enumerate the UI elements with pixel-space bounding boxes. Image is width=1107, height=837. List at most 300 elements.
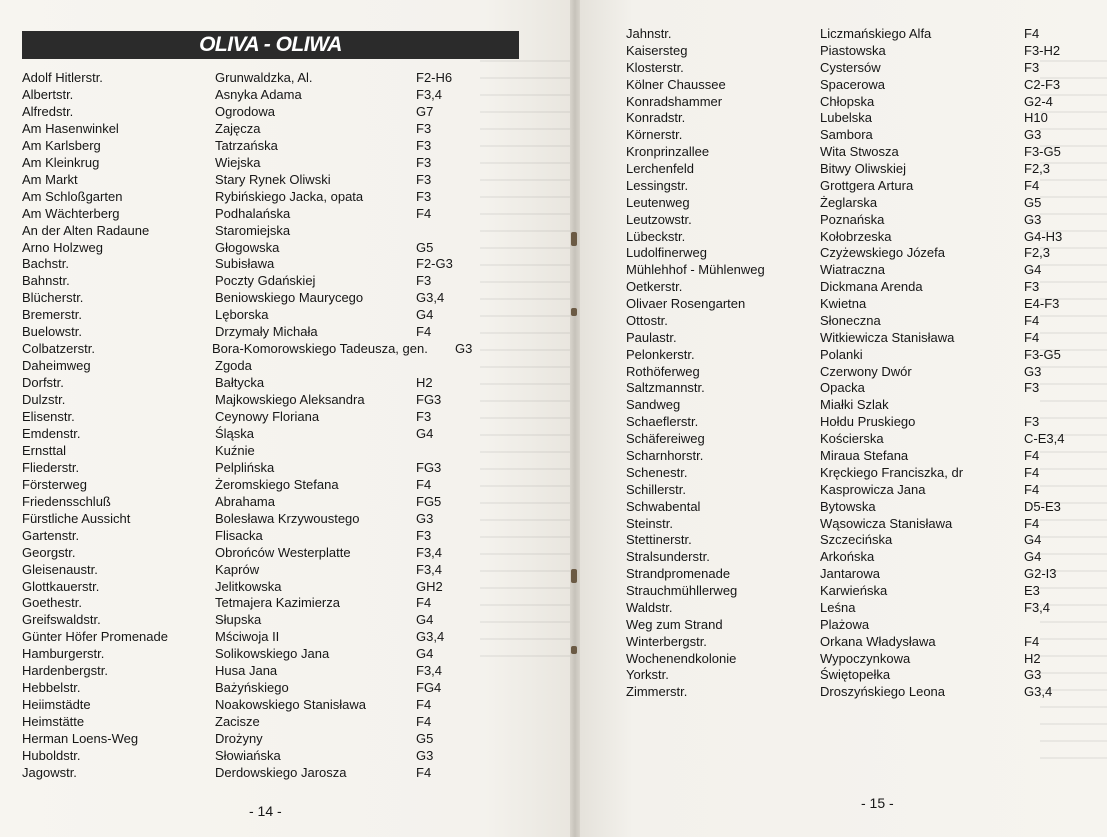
polish-street-name: Husa Jana — [215, 663, 278, 679]
german-street-name: Hebbelstr. — [22, 680, 81, 696]
street-row — [0, 120, 570, 137]
german-street-name: Strandpromenade — [626, 566, 731, 582]
map-grid-reference: G3,4 — [1024, 684, 1053, 700]
map-grid-reference: G4 — [1024, 549, 1042, 565]
map-grid-reference: F3 — [416, 188, 432, 204]
street-row — [580, 42, 1107, 59]
german-street-name: Rothöferweg — [626, 363, 700, 379]
polish-street-name: Głogowska — [215, 239, 280, 255]
map-grid-reference: F3 — [416, 137, 432, 153]
map-grid-reference: G3 — [416, 510, 434, 526]
street-row — [0, 222, 570, 239]
polish-street-name: Wąsowicza Stanisława — [820, 515, 953, 531]
street-row — [0, 611, 570, 628]
street-row — [580, 109, 1107, 126]
street-row — [580, 379, 1107, 396]
street-row — [580, 363, 1107, 380]
map-grid-reference: F2-H6 — [416, 70, 453, 85]
polish-street-name: Podhalańska — [215, 205, 291, 221]
german-street-name: Gartenstr. — [22, 527, 80, 543]
street-row — [0, 289, 570, 306]
street-row — [580, 59, 1107, 76]
street-row — [0, 103, 570, 120]
polish-street-name: Kaprów — [215, 561, 260, 577]
german-street-name: Waldstr. — [626, 599, 673, 615]
polish-street-name: Rybińskiego Jacka, opata — [215, 188, 364, 204]
street-row — [580, 650, 1107, 667]
map-grid-reference: G2-I3 — [1024, 566, 1057, 582]
polish-street-name: Beniowskiego Maurycego — [215, 290, 364, 306]
map-grid-reference: G2-4 — [1024, 93, 1053, 109]
german-street-name: Goethestr. — [22, 595, 82, 611]
polish-street-name: Grottgera Artura — [820, 177, 914, 193]
polish-street-name: Poczty Gdańskiej — [215, 273, 316, 289]
street-row — [0, 137, 570, 154]
street-row — [0, 764, 570, 781]
map-grid-reference: G4 — [1024, 532, 1042, 548]
german-street-name: Mühlehhof - Mühlenweg — [626, 262, 765, 278]
german-street-name: Am Kleinkrug — [22, 154, 100, 170]
polish-street-name: Miałki Szlak — [820, 397, 889, 413]
polish-street-name: Liczmańskiego Alfa — [820, 26, 932, 41]
street-row — [0, 578, 570, 595]
polish-street-name: Grunwaldzka, Al. — [215, 70, 313, 85]
polish-street-name: Słoneczna — [820, 312, 881, 328]
staple-bottom — [571, 569, 577, 583]
street-row — [0, 86, 570, 103]
street-row — [0, 594, 570, 611]
map-grid-reference: F4 — [1024, 312, 1040, 328]
map-grid-reference: G4 — [416, 307, 434, 323]
map-grid-reference: G4 — [416, 612, 434, 628]
german-street-name: Lerchenfeld — [626, 161, 694, 177]
german-street-name: Albertstr. — [22, 86, 74, 102]
polish-street-name: Polanki — [820, 346, 863, 362]
street-row — [580, 633, 1107, 650]
street-row — [0, 69, 570, 86]
map-grid-reference: F3 — [416, 120, 432, 136]
map-grid-reference: F3 — [416, 409, 432, 424]
german-street-name: Blücherstr. — [22, 290, 84, 306]
section-title: OLIVA - OLIWA — [199, 33, 342, 56]
map-grid-reference: F3 — [1024, 279, 1040, 295]
map-grid-reference: F3 — [416, 273, 432, 289]
polish-street-name: Zacisze — [215, 714, 260, 730]
map-grid-reference: F3-G5 — [1024, 346, 1061, 362]
map-grid-reference: F3 — [416, 527, 432, 543]
map-grid-reference: D5-E3 — [1024, 498, 1061, 514]
german-street-name: Körnerstr. — [626, 127, 683, 143]
german-street-name: Wochenendkolonie — [626, 650, 737, 666]
polish-street-name: Leśna — [820, 599, 856, 615]
german-street-name: Klosterstr. — [626, 59, 684, 75]
german-street-name: Am Wächterberg — [22, 205, 120, 221]
german-street-name: Konradshammer — [626, 93, 723, 109]
polish-street-name: Cystersów — [820, 59, 881, 75]
polish-street-name: Kasprowicza Jana — [820, 481, 926, 497]
street-row — [0, 527, 570, 544]
german-street-name: Hamburgerstr. — [22, 646, 105, 662]
right-page — [580, 0, 1107, 837]
street-row — [0, 459, 570, 476]
polish-street-name: Zgoda — [215, 358, 252, 374]
map-grid-reference: C2-F3 — [1024, 76, 1061, 92]
polish-street-name: Bałtycka — [215, 375, 265, 391]
german-street-name: Bremerstr. — [22, 307, 82, 323]
german-street-name: Leutenweg — [626, 194, 690, 210]
german-street-name: Alfredstr. — [22, 103, 74, 119]
polish-street-name: Słowiańska — [215, 748, 281, 763]
german-street-name: Günter Höfer Promenade — [22, 629, 168, 645]
german-street-name: Stettinerstr. — [626, 532, 692, 548]
street-row — [580, 515, 1107, 532]
street-row — [580, 430, 1107, 447]
right-page-number: - 15 - — [861, 795, 894, 811]
map-grid-reference: F2,3 — [1024, 245, 1051, 261]
german-street-name: Kaisersteg — [626, 42, 688, 58]
german-street-name: Fliederstr. — [22, 459, 80, 475]
german-street-name: Gleisenaustr. — [22, 561, 98, 577]
street-row — [0, 239, 570, 256]
street-row — [0, 306, 570, 323]
polish-street-name: Ogrodowa — [215, 103, 275, 119]
map-grid-reference: G4-H3 — [1024, 228, 1063, 244]
street-row — [580, 312, 1107, 329]
staple-top — [571, 232, 577, 246]
polish-street-name: Miraua Stefana — [820, 448, 909, 463]
german-street-name: Arno Holzweg — [22, 239, 103, 255]
map-grid-reference: G5 — [416, 731, 434, 747]
street-row — [580, 228, 1107, 245]
street-row — [0, 493, 570, 510]
map-grid-reference: F4 — [1024, 515, 1040, 531]
german-street-name: Ernsttal — [22, 442, 67, 458]
polish-street-name: Lęborska — [215, 307, 269, 323]
map-grid-reference: FG4 — [416, 680, 442, 696]
map-grid-reference: H10 — [1024, 110, 1048, 126]
map-grid-reference: G3 — [1024, 127, 1042, 143]
german-street-name: Bahnstr. — [22, 273, 70, 289]
map-grid-reference: G3 — [416, 748, 434, 763]
staple-mark-lower — [571, 646, 577, 654]
street-row — [0, 476, 570, 493]
german-street-name: Försterweg — [22, 476, 88, 492]
german-street-name: Am Hasenwinkel — [22, 120, 119, 136]
polish-street-name: Bitwy Oliwskiej — [820, 161, 906, 177]
street-row — [580, 447, 1107, 464]
street-row — [580, 177, 1107, 194]
german-street-name: Bachstr. — [22, 256, 69, 272]
street-row — [0, 374, 570, 391]
german-street-name: Hardenbergstr. — [22, 663, 108, 679]
polish-street-name: Bora-Komorowskiego Tadeusza, gen. — [212, 341, 428, 357]
german-street-name: Heimstätte — [22, 714, 85, 730]
street-row — [580, 498, 1107, 515]
polish-street-name: Tetmajera Kazimierza — [215, 595, 340, 611]
map-grid-reference: F4 — [416, 476, 432, 492]
german-street-name: Schäfereiweg — [626, 431, 705, 447]
map-grid-reference: F3,4 — [416, 561, 443, 577]
street-row — [0, 391, 570, 408]
street-row — [580, 599, 1107, 616]
street-row — [0, 561, 570, 578]
polish-street-name: Abrahama — [215, 493, 275, 509]
map-grid-reference: F3-G5 — [1024, 144, 1061, 160]
map-grid-reference: G3,4 — [416, 290, 445, 306]
street-row — [0, 357, 570, 374]
german-street-name: Buelowstr. — [22, 324, 82, 340]
german-street-name: An der Alten Radaune — [22, 222, 150, 238]
polish-street-name: Wita Stwosza — [820, 144, 899, 160]
polish-street-name: Kręckiego Franciszka, dr — [820, 464, 964, 480]
german-street-name: Heiimstädte — [22, 697, 91, 713]
german-street-name: Winterbergstr. — [626, 633, 707, 649]
polish-street-name: Kołobrzeska — [820, 228, 892, 244]
german-street-name: Dulzstr. — [22, 392, 66, 408]
street-row — [580, 244, 1107, 261]
polish-street-name: Pelplińska — [215, 459, 275, 475]
street-row — [0, 713, 570, 730]
map-grid-reference: F3,4 — [416, 86, 443, 102]
polish-street-name: Szczecińska — [820, 532, 893, 548]
polish-street-name: Bytowska — [820, 498, 876, 514]
map-grid-reference: FG5 — [416, 493, 442, 509]
polish-street-name: Wiejska — [215, 154, 261, 170]
german-street-name: Scharnhorstr. — [626, 448, 704, 463]
map-grid-reference: F4 — [416, 324, 432, 340]
german-street-name: Leutzowstr. — [626, 211, 692, 227]
street-row — [580, 295, 1107, 312]
polish-street-name: Solikowskiego Jana — [215, 646, 330, 662]
german-street-name: Saltzmannstr. — [626, 380, 705, 396]
german-street-name: Ludolfinerweg — [626, 245, 707, 261]
german-street-name: Yorkstr. — [626, 667, 669, 683]
polish-street-name: Wypoczynkowa — [820, 650, 911, 666]
german-street-name: Olivaer Rosengarten — [626, 296, 746, 312]
polish-street-name: Czerwony Dwór — [820, 363, 912, 379]
german-street-name: Emdenstr. — [22, 425, 81, 441]
street-row — [0, 340, 570, 357]
map-grid-reference: F2,3 — [1024, 161, 1051, 177]
polish-street-name: Asnyka Adama — [215, 86, 302, 102]
map-grid-reference: F4 — [1024, 177, 1040, 193]
section-title-bar — [22, 31, 519, 59]
map-grid-reference: F4 — [1024, 26, 1040, 41]
street-row — [580, 160, 1107, 177]
map-grid-reference: F3 — [416, 154, 432, 170]
map-grid-reference: E4-F3 — [1024, 296, 1060, 312]
street-row — [580, 261, 1107, 278]
polish-street-name: Dickmana Arenda — [820, 279, 923, 295]
german-street-name: Sandweg — [626, 397, 681, 413]
german-street-name: Zimmerstr. — [626, 684, 688, 700]
polish-street-name: Kościerska — [820, 431, 884, 447]
street-row — [0, 323, 570, 340]
map-grid-reference: FG3 — [416, 392, 442, 408]
street-row — [580, 396, 1107, 413]
german-street-name: Lübeckstr. — [626, 228, 686, 244]
street-row — [580, 565, 1107, 582]
german-street-name: Pelonkerstr. — [626, 346, 695, 362]
street-row — [580, 582, 1107, 599]
map-grid-reference: H2 — [1024, 650, 1041, 666]
german-street-name: Schwabental — [626, 498, 701, 514]
german-street-name: Konradstr. — [626, 110, 686, 126]
street-row — [0, 747, 570, 764]
street-row — [580, 126, 1107, 143]
polish-street-name: Majkowskiego Aleksandra — [215, 392, 365, 408]
map-grid-reference: G3 — [1024, 211, 1042, 227]
polish-street-name: Kwietna — [820, 296, 867, 312]
map-grid-reference: F2-G3 — [416, 256, 453, 272]
polish-street-name: Słupska — [215, 612, 262, 628]
map-grid-reference: F4 — [1024, 464, 1040, 480]
polish-street-name: Kuźnie — [215, 442, 255, 458]
street-row — [0, 425, 570, 442]
street-row — [0, 442, 570, 459]
polish-street-name: Świętopełka — [820, 667, 891, 683]
polish-street-name: Noakowskiego Stanisława — [215, 697, 367, 713]
map-grid-reference: F3-H2 — [1024, 42, 1061, 58]
map-grid-reference: F3 — [1024, 414, 1040, 430]
street-row — [0, 696, 570, 713]
german-street-name: Greifswaldstr. — [22, 612, 101, 628]
street-row — [580, 329, 1107, 346]
map-grid-reference: F4 — [416, 714, 432, 730]
map-grid-reference: G5 — [1024, 194, 1042, 210]
german-street-name: Schenestr. — [626, 464, 688, 480]
polish-street-name: Opacka — [820, 380, 865, 396]
street-row — [580, 548, 1107, 565]
map-grid-reference: C-E3,4 — [1024, 431, 1065, 447]
street-row — [0, 171, 570, 188]
street-row — [580, 76, 1107, 93]
polish-street-name: Mściwoja II — [215, 629, 280, 645]
map-grid-reference: E3 — [1024, 583, 1040, 599]
polish-street-name: Subisława — [215, 256, 275, 272]
street-row — [0, 272, 570, 289]
polish-street-name: Bażyńskiego — [215, 680, 289, 696]
street-row — [0, 408, 570, 425]
german-street-name: Schaeflerstr. — [626, 414, 699, 430]
german-street-name: Friedensschluß — [22, 493, 111, 509]
polish-street-name: Obrońców Westerplatte — [215, 544, 351, 560]
polish-street-name: Żeglarska — [820, 194, 878, 210]
polish-street-name: Witkiewicza Stanisława — [820, 329, 955, 345]
german-street-name: Kölner Chaussee — [626, 76, 726, 92]
map-grid-reference: F4 — [416, 764, 432, 780]
german-street-name: Stralsunderstr. — [626, 549, 710, 565]
polish-street-name: Bolesława Krzywoustego — [215, 510, 360, 526]
polish-street-name: Ceynowy Floriana — [215, 409, 320, 424]
german-street-name: Paulastr. — [626, 329, 677, 345]
street-row — [0, 510, 570, 527]
map-grid-reference: F4 — [1024, 448, 1040, 463]
map-grid-reference: F4 — [1024, 633, 1040, 649]
map-grid-reference: F4 — [416, 697, 432, 713]
map-grid-reference: G7 — [416, 103, 434, 119]
german-street-name: Glottkauerstr. — [22, 578, 100, 594]
street-row — [0, 679, 570, 696]
german-street-name: Ottostr. — [626, 312, 668, 328]
german-street-name: Adolf Hitlerstr. — [22, 70, 103, 85]
german-street-name: Jagowstr. — [22, 764, 77, 780]
street-row — [580, 616, 1107, 633]
polish-street-name: Drzymały Michała — [215, 324, 318, 340]
german-street-name: Dorfstr. — [22, 375, 64, 391]
street-row — [0, 730, 570, 747]
map-grid-reference: G3 — [1024, 363, 1042, 379]
polish-street-name: Wiatraczna — [820, 262, 886, 278]
map-grid-reference: G3,4 — [416, 629, 445, 645]
street-row — [0, 205, 570, 222]
map-grid-reference: GH2 — [416, 578, 443, 594]
polish-street-name: Drożyny — [215, 731, 263, 747]
street-row — [580, 194, 1107, 211]
german-street-name: Jahnstr. — [626, 26, 672, 41]
german-street-name: Daheimweg — [22, 358, 91, 374]
german-street-name: Strauchmühllerweg — [626, 583, 738, 599]
polish-street-name: Flisacka — [215, 527, 263, 543]
polish-street-name: Żeromskiego Stefana — [215, 476, 339, 492]
map-grid-reference: F4 — [416, 205, 432, 221]
polish-street-name: Hołdu Pruskiego — [820, 414, 916, 430]
map-grid-reference: F3 — [1024, 380, 1040, 396]
polish-street-name: Staromiejska — [215, 222, 291, 238]
german-street-name: Lessingstr. — [626, 177, 689, 193]
polish-street-name: Droszyńskiego Leona — [820, 684, 946, 700]
map-grid-reference: G5 — [416, 239, 434, 255]
street-row — [580, 93, 1107, 110]
map-grid-reference: H2 — [416, 375, 433, 391]
street-row — [580, 25, 1107, 42]
street-row — [0, 662, 570, 679]
polish-street-name: Jantarowa — [820, 566, 880, 582]
left-page-number: - 14 - — [249, 803, 282, 819]
polish-street-name: Arkońska — [820, 549, 875, 565]
map-grid-reference: FG3 — [416, 459, 442, 475]
polish-street-name: Stary Rynek Oliwski — [215, 171, 331, 187]
street-row — [580, 346, 1107, 363]
polish-street-name: Śląska — [215, 425, 255, 441]
map-grid-reference: F4 — [416, 595, 432, 611]
polish-street-name: Czyżewskiego Józefa — [820, 245, 945, 261]
german-street-name: Elisenstr. — [22, 409, 75, 424]
german-street-name: Huboldstr. — [22, 748, 81, 763]
street-row — [580, 464, 1107, 481]
map-grid-reference: F4 — [1024, 329, 1040, 345]
binding-gutter — [570, 0, 580, 837]
street-row — [580, 666, 1107, 683]
polish-street-name: Jelitkowska — [215, 578, 282, 594]
map-grid-reference: F3,4 — [416, 663, 443, 679]
map-grid-reference: G3 — [1024, 667, 1042, 683]
german-street-name: Weg zum Strand — [626, 616, 723, 632]
polish-street-name: Orkana Władysława — [820, 633, 936, 649]
german-street-name: Herman Loens-Weg — [22, 731, 139, 747]
polish-street-name: Piastowska — [820, 42, 886, 58]
polish-street-name: Plażowa — [820, 616, 870, 632]
street-row — [0, 188, 570, 205]
german-street-name: Fürstliche Aussicht — [22, 510, 131, 526]
polish-street-name: Karwieńska — [820, 583, 888, 599]
staple-mark — [571, 308, 577, 316]
map-grid-reference: F3,4 — [416, 544, 443, 560]
street-row — [580, 683, 1107, 700]
polish-street-name: Spacerowa — [820, 76, 886, 92]
polish-street-name: Lubelska — [820, 110, 873, 126]
street-row — [580, 211, 1107, 228]
